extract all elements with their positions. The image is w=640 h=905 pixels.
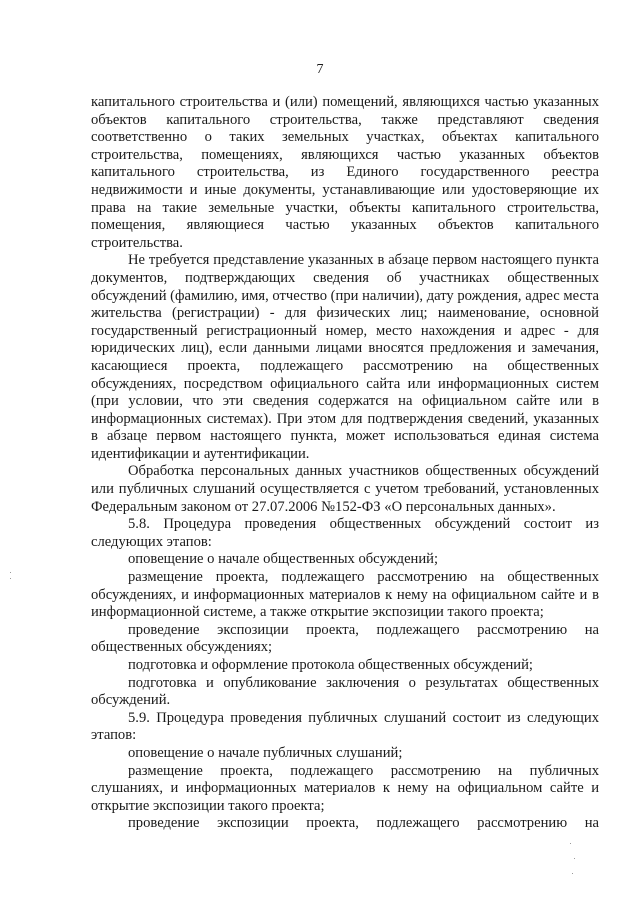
paragraph: оповещение о начале общественных обсуждений; [128, 551, 439, 568]
paragraph: размещение проекта, подлежащего рассмотрению на общественных обсуждениях, и информационных материалов к нему на официальном сайте и в информационной системе, а также открытие экспозиции такого проекта; [91, 569, 599, 621]
document-body [91, 94, 599, 833]
paragraph: Обработка персональных данных участников общественных обсуждений или публичных слушаний осуществляется с учетом требований, установленных Федеральным законом от 27.07.2006 №152-ФЗ «О персональных данных». [91, 463, 599, 515]
scan-artifact [10, 572, 11, 573]
scan-artifact [574, 858, 575, 859]
paragraph: подготовка и опубликование заключения о результатах общественных обсуждений. [91, 674, 599, 709]
paragraph: 5.9. Процедура проведения публичных слушаний состоит из следующих этапов: [91, 709, 599, 744]
paragraph: 5.8. Процедура проведения общественных обсуждений состоит из следующих этапов: [91, 516, 599, 550]
page-number: 7 [316, 62, 324, 77]
paragraph: проведение экспозиции проекта, подлежащего рассмотрению на [128, 815, 599, 832]
paragraph: проведение экспозиции проекта, подлежащего рассмотрению на общественных обсуждениях; [91, 621, 599, 656]
scan-artifact [572, 873, 573, 874]
paragraph: подготовка и оформление протокола общественных обсуждений; [128, 657, 533, 673]
scan-artifact [10, 578, 11, 579]
paragraph: капитального строительства и (или) помещений, являющихся частью указанных объектов капитального строительства, также представляют сведения соответственно о таких земельных участках, объектах капитального строительства, помещениях, являющихся частью указанных объектов капитального строительства, из Единого государственного реестра недвижимости и иные документы, устанавливающие или удостоверяющие их права на такие земельные участки, объекты капитального строительства, помещения, являющиеся частью указанных объектов капитального строительства. [91, 94, 599, 251]
paragraph: Не требуется представление указанных в абзаце первом настоящего пункта документов, подтверждающих сведения об участниках общественных обсуждений (фамилию, имя, отчество (при наличии), дату рождения, адрес места жительства (регистрации) - для физических лиц; наименование, основной государственный регистрационный номер, место нахождения и адрес - для юридических лиц), если данными лицами вносятся предложения и замечания, касающиеся проекта, подлежащего рассмотрению на общественных обсуждениях, посредством официального сайта или информационных систем (при условии, что эти сведения содержатся на официальном сайте или в информационных системах). При этом для подтверждения сведений, указанных в абзаце первом настоящего пункта, может использоваться единая система идентификации и аутентификации. [91, 252, 599, 462]
scan-artifact [570, 843, 571, 844]
paragraph: размещение проекта, подлежащего рассмотрению на публичных слушаниях, и информационных материалов к нему на официальном сайте и открытие экспозиции такого проекта; [91, 762, 599, 814]
paragraph: оповещение о начале публичных слушаний; [128, 744, 403, 761]
